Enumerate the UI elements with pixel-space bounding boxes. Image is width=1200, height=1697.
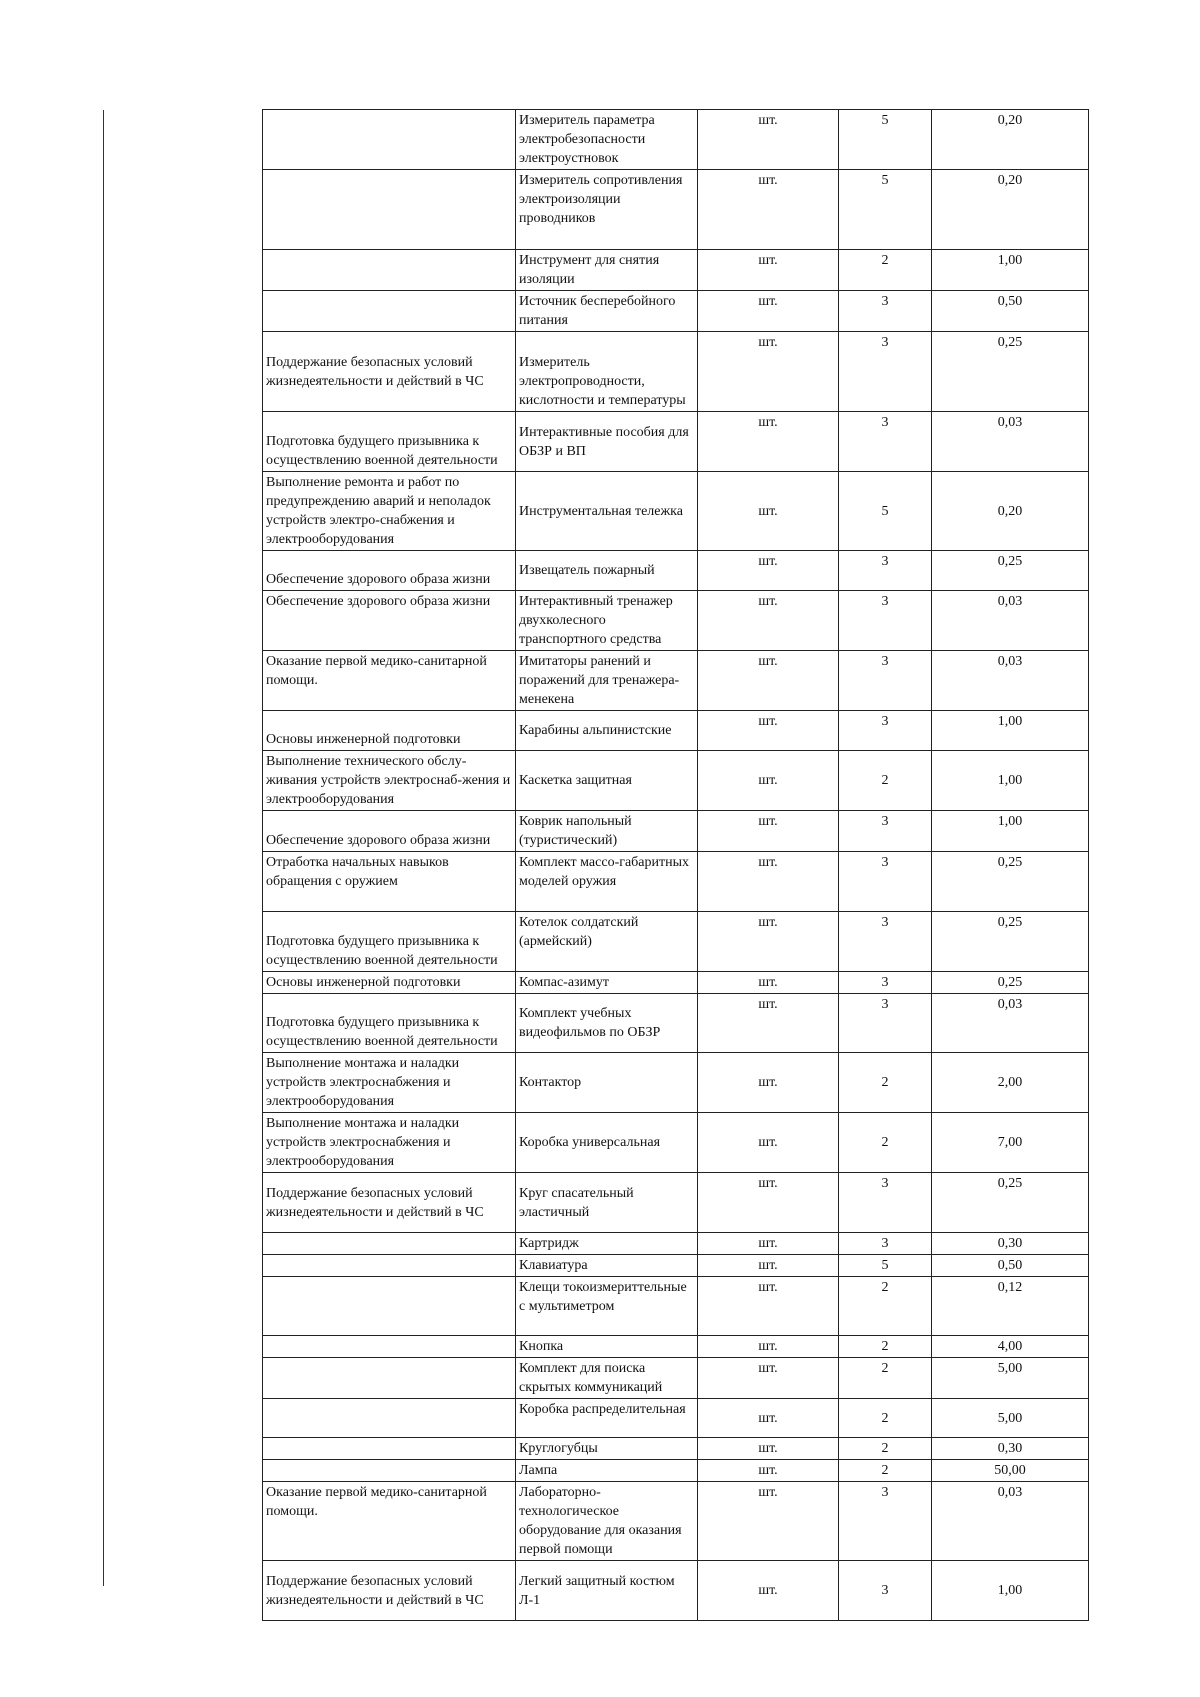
table-row [263, 110, 1089, 170]
table-row [263, 751, 1089, 811]
quantity-cell: 3 [839, 551, 932, 591]
rate-cell: 0,25 [932, 972, 1089, 994]
topic-cell [263, 1255, 516, 1277]
rate-cell: 1,00 [932, 1561, 1089, 1621]
unit-cell: шт. [698, 412, 839, 472]
table-row [263, 1358, 1089, 1399]
quantity-cell: 3 [839, 412, 932, 472]
topic-cell: Выполнение технического обслу-живания устройств электроснаб-жения и электрооборудования [263, 751, 516, 811]
quantity-cell: 5 [839, 472, 932, 551]
unit-cell: шт. [698, 1482, 839, 1561]
rate-cell: 0,03 [932, 591, 1089, 651]
table-row [263, 1113, 1089, 1173]
table-row [263, 811, 1089, 852]
topic-cell: Оказание первой медико-санитарной помощи. [263, 1482, 516, 1561]
rate-cell: 0,03 [932, 412, 1089, 472]
table-row [263, 332, 1089, 412]
quantity-cell: 3 [839, 1173, 932, 1233]
rate-cell: 0,20 [932, 472, 1089, 551]
unit-cell: шт. [698, 1358, 839, 1399]
quantity-cell: 2 [839, 1358, 932, 1399]
item-name-cell: Комплект для поиска скрытых коммуникаций [516, 1358, 698, 1399]
topic-cell: Обеспечение здорового образа жизни [263, 811, 516, 852]
topic-cell: Поддержание безопасных условий жизнедеятельности и действий в ЧС [263, 1173, 516, 1233]
topic-cell: Обеспечение здорового образа жизни [263, 551, 516, 591]
unit-cell: шт. [698, 711, 839, 751]
unit-cell: шт. [698, 472, 839, 551]
table-row [263, 250, 1089, 291]
item-name-cell: Клавиатура [516, 1255, 698, 1277]
item-name-cell: Измеритель электропроводности, кислотности и температуры [516, 332, 698, 412]
item-name-cell: Круг спасательный эластичный [516, 1173, 698, 1233]
topic-cell: Поддержание безопасных условий жизнедеятельности и действий в ЧС [263, 332, 516, 412]
quantity-cell: 5 [839, 1255, 932, 1277]
table-row [263, 972, 1089, 994]
rate-cell: 1,00 [932, 250, 1089, 291]
table-row [263, 1399, 1089, 1438]
unit-cell: шт. [698, 1277, 839, 1336]
topic-cell: Подготовка будущего призывника к осуществлению военной деятельности [263, 994, 516, 1053]
item-name-cell: Лабораторно-технологическое оборудование для оказания первой помощи [516, 1482, 698, 1561]
item-name-cell: Лампа [516, 1460, 698, 1482]
table-row [263, 912, 1089, 972]
rate-cell: 0,20 [932, 110, 1089, 170]
quantity-cell: 3 [839, 852, 932, 912]
rate-cell: 0,03 [932, 994, 1089, 1053]
table-row [263, 1482, 1089, 1561]
quantity-cell: 5 [839, 110, 932, 170]
item-name-cell: Котелок солдатский (армейский) [516, 912, 698, 972]
item-name-cell: Каскетка защитная [516, 751, 698, 811]
table-row [263, 591, 1089, 651]
item-name-cell: Круглогубцы [516, 1438, 698, 1460]
table-row [263, 170, 1089, 250]
rate-cell: 0,03 [932, 651, 1089, 711]
item-name-cell: Компас-азимут [516, 972, 698, 994]
topic-cell: Выполнение монтажа и наладки устройств электроснабжения и электрооборудования [263, 1053, 516, 1113]
unit-cell: шт. [698, 811, 839, 852]
topic-cell [263, 1233, 516, 1255]
item-name-cell: Коробка распределительная [516, 1399, 698, 1438]
rate-cell: 1,00 [932, 711, 1089, 751]
item-name-cell: Интерактивный тренажер двухколесного транспортного средства [516, 591, 698, 651]
item-name-cell: Картридж [516, 1233, 698, 1255]
table-row [263, 1336, 1089, 1358]
rate-cell: 0,50 [932, 291, 1089, 332]
unit-cell: шт. [698, 994, 839, 1053]
quantity-cell: 2 [839, 1399, 932, 1438]
quantity-cell: 3 [839, 1561, 932, 1621]
rate-cell: 1,00 [932, 811, 1089, 852]
topic-cell: Обеспечение здорового образа жизни [263, 591, 516, 651]
unit-cell: шт. [698, 751, 839, 811]
unit-cell: шт. [698, 332, 839, 412]
topic-cell [263, 170, 516, 250]
unit-cell: шт. [698, 1233, 839, 1255]
topic-cell: Выполнение ремонта и работ по предупреждению аварий и неполадок устройств электро-снабжения и электрооборудования [263, 472, 516, 551]
table-row [263, 1561, 1089, 1621]
topic-cell [263, 1358, 516, 1399]
table-row [263, 472, 1089, 551]
table-row [263, 1255, 1089, 1277]
rate-cell: 2,00 [932, 1053, 1089, 1113]
unit-cell: шт. [698, 1561, 839, 1621]
item-name-cell: Карабины альпинистские [516, 711, 698, 751]
unit-cell: шт. [698, 291, 839, 332]
quantity-cell: 2 [839, 1053, 932, 1113]
rate-cell: 0,03 [932, 1482, 1089, 1561]
item-name-cell: Интерактивные пособия для ОБЗР и ВП [516, 412, 698, 472]
table-row [263, 412, 1089, 472]
item-name-cell: Извещатель пожарный [516, 551, 698, 591]
quantity-cell: 3 [839, 912, 932, 972]
table-row [263, 1460, 1089, 1482]
unit-cell: шт. [698, 110, 839, 170]
rate-cell: 0,25 [932, 912, 1089, 972]
rate-cell: 0,30 [932, 1233, 1089, 1255]
item-name-cell: Коробка универсальная [516, 1113, 698, 1173]
table-row [263, 551, 1089, 591]
item-name-cell: Легкий защитный костюм Л-1 [516, 1561, 698, 1621]
quantity-cell: 3 [839, 1233, 932, 1255]
rate-cell: 0,25 [932, 551, 1089, 591]
item-name-cell: Комплект массо-габаритных моделей оружия [516, 852, 698, 912]
item-name-cell: Измеритель сопротивления электроизоляции проводников [516, 170, 698, 250]
topic-cell: Поддержание безопасных условий жизнедеятельности и действий в ЧС [263, 1561, 516, 1621]
topic-cell: Основы инженерной подготовки [263, 711, 516, 751]
quantity-cell: 2 [839, 1438, 932, 1460]
topic-cell: Оказание первой медико-санитарной помощи. [263, 651, 516, 711]
item-name-cell: Комплект учебных видеофильмов по ОБЗР [516, 994, 698, 1053]
rate-cell: 5,00 [932, 1399, 1089, 1438]
margin-line [103, 110, 104, 1586]
rate-cell: 0,30 [932, 1438, 1089, 1460]
table-row [263, 651, 1089, 711]
rate-cell: 0,25 [932, 852, 1089, 912]
rate-cell: 0,12 [932, 1277, 1089, 1336]
unit-cell: шт. [698, 1336, 839, 1358]
rate-cell: 4,00 [932, 1336, 1089, 1358]
rate-cell: 0,20 [932, 170, 1089, 250]
inventory-table [262, 109, 1089, 1621]
table-row [263, 1053, 1089, 1113]
quantity-cell: 3 [839, 711, 932, 751]
topic-cell [263, 1399, 516, 1438]
table-row [263, 1173, 1089, 1233]
topic-cell: Основы инженерной подготовки [263, 972, 516, 994]
quantity-cell: 3 [839, 651, 932, 711]
unit-cell: шт. [698, 591, 839, 651]
unit-cell: шт. [698, 170, 839, 250]
rate-cell: 5,00 [932, 1358, 1089, 1399]
table-row [263, 994, 1089, 1053]
rate-cell: 1,00 [932, 751, 1089, 811]
item-name-cell: Контактор [516, 1053, 698, 1113]
topic-cell [263, 1336, 516, 1358]
unit-cell: шт. [698, 1173, 839, 1233]
quantity-cell: 2 [839, 1113, 932, 1173]
topic-cell: Подготовка будущего призывника к осуществлению военной деятельности [263, 412, 516, 472]
table-row [263, 1438, 1089, 1460]
unit-cell: шт. [698, 912, 839, 972]
quantity-cell: 2 [839, 1460, 932, 1482]
quantity-cell: 5 [839, 170, 932, 250]
table-row [263, 1233, 1089, 1255]
topic-cell: Отработка начальных навыков обращения с оружием [263, 852, 516, 912]
item-name-cell: Кнопка [516, 1336, 698, 1358]
item-name-cell: Инструментальная тележка [516, 472, 698, 551]
item-name-cell: Измеритель параметра электробезопасности электроустновок [516, 110, 698, 170]
item-name-cell: Клещи токоизмериттельные с мультиметром [516, 1277, 698, 1336]
unit-cell: шт. [698, 1460, 839, 1482]
quantity-cell: 2 [839, 250, 932, 291]
item-name-cell: Имитаторы ранений и поражений для тренажера-менекена [516, 651, 698, 711]
unit-cell: шт. [698, 551, 839, 591]
quantity-cell: 3 [839, 972, 932, 994]
quantity-cell: 3 [839, 994, 932, 1053]
item-name-cell: Коврик напольный (туристический) [516, 811, 698, 852]
table-row [263, 291, 1089, 332]
unit-cell: шт. [698, 1053, 839, 1113]
table-row [263, 1277, 1089, 1336]
topic-cell [263, 291, 516, 332]
quantity-cell: 3 [839, 291, 932, 332]
unit-cell: шт. [698, 1113, 839, 1173]
quantity-cell: 2 [839, 1277, 932, 1336]
quantity-cell: 3 [839, 811, 932, 852]
unit-cell: шт. [698, 1399, 839, 1438]
unit-cell: шт. [698, 852, 839, 912]
quantity-cell: 3 [839, 1482, 932, 1561]
table-row [263, 711, 1089, 751]
topic-cell [263, 1438, 516, 1460]
item-name-cell: Инструмент для снятия изоляции [516, 250, 698, 291]
rate-cell: 50,00 [932, 1460, 1089, 1482]
rate-cell: 0,50 [932, 1255, 1089, 1277]
unit-cell: шт. [698, 1438, 839, 1460]
topic-cell: Подготовка будущего призывника к осуществлению военной деятельности [263, 912, 516, 972]
quantity-cell: 2 [839, 751, 932, 811]
inventory-table-body [263, 110, 1089, 1621]
unit-cell: шт. [698, 250, 839, 291]
topic-cell: Выполнение монтажа и наладки устройств электроснабжения и электрооборудования [263, 1113, 516, 1173]
rate-cell: 7,00 [932, 1113, 1089, 1173]
unit-cell: шт. [698, 651, 839, 711]
rate-cell: 0,25 [932, 332, 1089, 412]
rate-cell: 0,25 [932, 1173, 1089, 1233]
topic-cell [263, 1277, 516, 1336]
quantity-cell: 3 [839, 591, 932, 651]
unit-cell: шт. [698, 972, 839, 994]
topic-cell [263, 250, 516, 291]
item-name-cell: Источник бесперебойного питания [516, 291, 698, 332]
quantity-cell: 2 [839, 1336, 932, 1358]
table-row [263, 852, 1089, 912]
quantity-cell: 3 [839, 332, 932, 412]
unit-cell: шт. [698, 1255, 839, 1277]
topic-cell [263, 1460, 516, 1482]
topic-cell [263, 110, 516, 170]
